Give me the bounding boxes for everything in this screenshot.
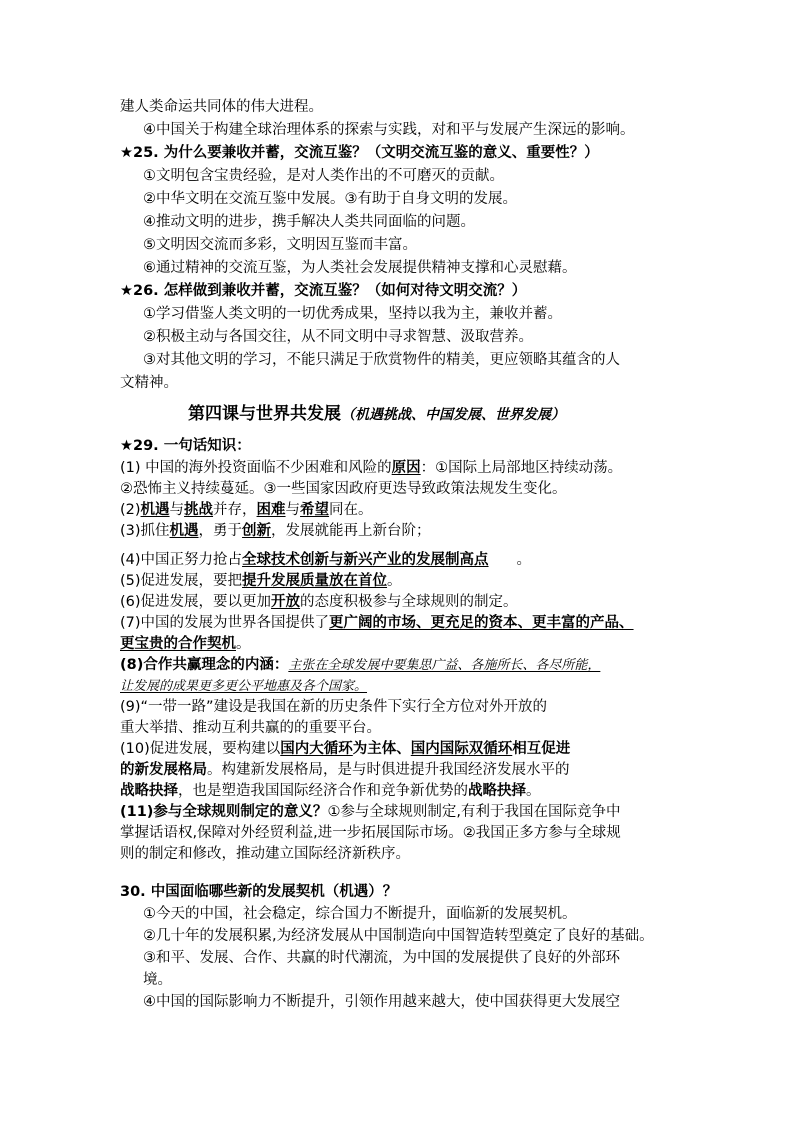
q26-item: ②积极主动与各国交往，从不同文明中寻求智慧、汲取营养。 <box>143 329 533 345</box>
question-29-title: ★29. 一句话知识： <box>120 438 251 454</box>
q29-item-10-cont2: 战略抉择，也是塑造我国国际经济合作和竞争新优势的战略抉择。 <box>120 783 541 799</box>
key-term: 创新 <box>242 523 272 539</box>
text-line: 建人类命运共同体的伟大进程。 <box>120 99 323 115</box>
q30-item: 境。 <box>143 972 172 988</box>
q29-item-1: (1) 中国的海外投资面临不少困难和风险的原因：①国际上局部地区持续动荡。 <box>120 460 623 476</box>
q29-item-11-cont2: 则的制定和修改，推动建立国际经济新秩序。 <box>120 846 410 862</box>
key-term: 提升发展质量放在首位 <box>242 573 388 589</box>
q29-item-10: (10)促进发展，要构建以国内大循环为主体、国内国际双循环相互促进 <box>120 741 571 757</box>
key-term: 开放 <box>271 594 301 610</box>
key-term: 更宝贵的合作契机 <box>120 636 236 652</box>
key-term: 全球技术创新与新兴产业的发展制高点 <box>242 552 489 568</box>
key-term: 困难 <box>256 502 286 518</box>
q29-item-8: (8)合作共赢理念的内涵：主张在全球发展中要集思广益、各施所长、各尽所能， <box>120 657 601 673</box>
q29-item-5: (5)促进发展，要把提升发展质量放在首位。 <box>120 573 402 589</box>
q29-item-11: (11)参与全球规则制定的意义？①参与全球规则制定,有利于我国在国际竞争中 <box>120 804 621 820</box>
q25-item: ⑤文明因交流而多彩，文明因互鉴而丰富。 <box>143 237 417 253</box>
key-term: 希望 <box>300 502 330 518</box>
q29-item-7-cont: 更宝贵的合作契机。 <box>120 636 251 652</box>
q29-item-10-cont: 的新发展格局。构建新发展格局，是与时俱进提升我国经济发展水平的 <box>120 762 570 778</box>
lesson-subtitle: （机遇挑战、中国发展、世界发展） <box>341 407 565 423</box>
key-term: 挑战 <box>184 502 214 518</box>
q29-item-8-cont: 让发展的成果更多更公平地惠及各个国家。 <box>120 679 368 694</box>
lesson-title: 第四课与世界共发展 <box>188 404 341 424</box>
question-25-title: ★25. 为什么要兼收并蓄，交流互鉴？（文明交流互鉴的意义、重要性？） <box>120 145 599 161</box>
q30-item: ②几十年的发展积累,为经济发展从中国制造向中国智造转型奠定了良好的基础。 <box>143 928 654 944</box>
q29-item-6: (6)促进发展，要以更加开放的态度积极参与全球规则的制定。 <box>120 594 518 610</box>
q30-item: ①今天的中国，社会稳定，综合国力不断提升，面临新的发展契机。 <box>143 906 577 922</box>
key-term: 更广阔的市场、更充足的资本、更丰富的产品、 <box>329 615 634 631</box>
q25-item: ④推动文明的进步，携手解决人类共同面临的问题。 <box>143 214 475 230</box>
question-30-title: 30. 中国面临哪些新的发展契机（机遇）？ <box>120 884 398 900</box>
key-term: 国内国际双循环 <box>410 741 513 757</box>
q29-item-3: (3)抓住机遇，勇于创新，发展就能再上新台阶； <box>120 523 431 539</box>
key-term: 原因 <box>391 460 421 476</box>
q30-item: ④中国的国际影响力不断提升，引领作用越来越大，使中国获得更大发展空 <box>143 994 620 1010</box>
q25-item: ①文明包含宝贵经验，是对人类作出的不可磨灭的贡献。 <box>143 168 504 184</box>
q26-item: ③对其他文明的学习，不能只满足于欣赏物件的精美，更应领略其蕴含的人 <box>143 352 620 368</box>
q26-item: 文精神。 <box>120 375 178 391</box>
q29-item-4: (4)中国正努力抢占全球技术创新与新兴产业的发展制高点 。 <box>120 552 532 568</box>
q25-item: ②中华文明在交流互鉴中发展。③有助于自身文明的发展。 <box>143 191 517 207</box>
text-line: ④中国关于构建全球治理体系的探索与实践，对和平与发展产生深远的影响。 <box>143 122 635 138</box>
key-term: 国内大循环 <box>280 741 353 757</box>
q29-item-2: (2)机遇与挑战并存，困难与希望同在。 <box>120 502 373 518</box>
key-term: 机遇 <box>140 502 170 518</box>
q25-item: ⑥通过精神的交流互鉴，为人类社会发展提供精神支撑和心灵慰藉。 <box>143 260 577 276</box>
question-26-title: ★26. 怎样做到兼收并蓄，交流互鉴？（如何对待文明交流？） <box>120 283 527 299</box>
lesson-heading <box>188 403 565 426</box>
q26-item: ①学习借鉴人类文明的一切优秀成果，坚持以我为主，兼收并蓄。 <box>143 306 562 322</box>
q29-item-1-cont: ②恐怖主义持续蔓延。③一些国家因政府更迭导致政策法规发生变化。 <box>120 481 567 497</box>
q29-item-9: (9)“一带一路”建设是我国在新的历史条件下实行全方位对外开放的 <box>120 699 548 715</box>
key-term: 机遇 <box>169 523 199 539</box>
q29-item-11-cont: 掌握话语权,保障对外经贸利益,进一步拓展国际市场。②我国正多方参与全球规 <box>120 825 621 841</box>
q30-item: ③和平、发展、合作、共赢的时代潮流，为中国的发展提供了良好的外部环 <box>143 950 620 966</box>
q29-item-7: (7)中国的发展为世界各国提供了更广阔的市场、更充足的资本、更丰富的产品、 <box>120 615 634 631</box>
q29-item-9-cont: 重大举措、推动互利共赢的的重要平台。 <box>120 720 381 736</box>
